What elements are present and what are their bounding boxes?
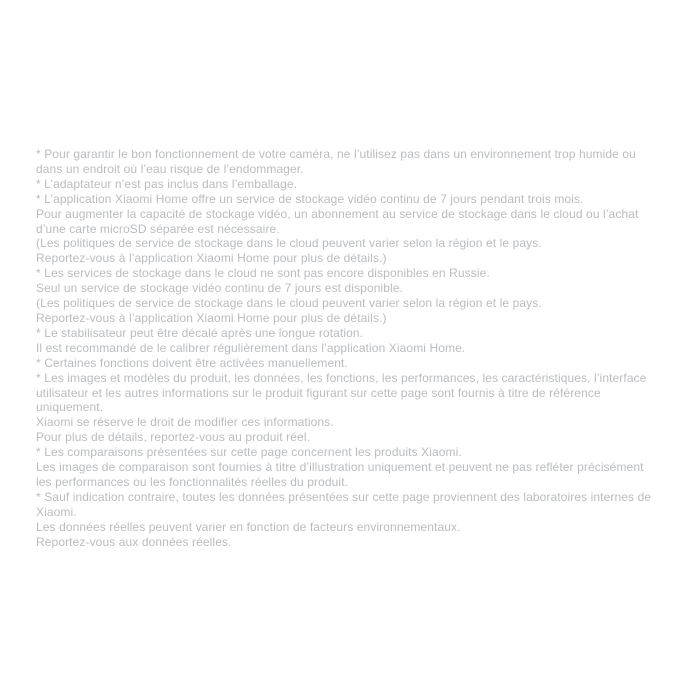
disclaimer-line: Les images de comparaison sont fournies à titre d’illustration uniquement et peuvent ne pas refléter précisément xyxy=(36,460,644,475)
disclaimer-line: * L’adaptateur n’est pas inclus dans l’emballage. xyxy=(36,176,298,191)
disclaimer-line: uniquement. xyxy=(36,400,104,415)
disclaimer-line: Reportez-vous à l’application Xiaomi Home pour plus de détails.) xyxy=(36,251,387,266)
disclaimer-line: (Les politiques de service de stockage dans le cloud peuvent varier selon la région et le pays. xyxy=(36,296,542,311)
disclaimer-line: * L’application Xiaomi Home offre un service de stockage vidéo continu de 7 jours pendant trois mois. xyxy=(36,191,584,206)
disclaimer-line: utilisateur et les autres informations sur le produit figurant sur cette page sont fournis à titre de référence xyxy=(36,385,601,400)
disclaimer-line: Il est recommandé de le calibrer régulièrement dans l’application Xiaomi Home. xyxy=(36,340,466,355)
disclaimer-line: Les données réelles peuvent varier en fonction de facteurs environnementaux. xyxy=(36,519,461,534)
disclaimer-line: * Les comparaisons présentées sur cette page concernent les produits Xiaomi. xyxy=(36,445,462,460)
disclaimer-line: Reportez-vous à l’application Xiaomi Home pour plus de détails.) xyxy=(36,310,387,325)
disclaimer-line: les performances ou les fonctionnalités réelles du produit. xyxy=(36,474,349,489)
disclaimer-line: Pour plus de détails, reportez-vous au produit réel. xyxy=(36,430,311,445)
disclaimer-text-block xyxy=(36,147,684,549)
disclaimer-line: Xiaomi se réserve le droit de modifier ces informations. xyxy=(36,415,334,430)
disclaimer-line: Seul un service de stockage vidéo continu de 7 jours est disponible. xyxy=(36,281,404,296)
disclaimer-line: * Pour garantir le bon fonctionnement de votre caméra, ne l’utilisez pas dans un environnement trop humide ou xyxy=(36,147,636,161)
disclaimer-line: d’une carte microSD séparée est nécessaire. xyxy=(36,221,280,236)
disclaimer-line: * Certaines fonctions doivent être activées manuellement. xyxy=(36,355,348,370)
disclaimer-line: Pour augmenter la capacité de stockage vidéo, un abonnement au service de stockage dans le cloud ou l’achat xyxy=(36,206,639,221)
disclaimer-line: Reportez-vous aux données réelles. xyxy=(36,534,232,549)
disclaimer-line: * Sauf indication contraire, toutes les données présentées sur cette page proviennent des laboratoires internes de xyxy=(36,489,652,504)
disclaimer-line: Xiaomi. xyxy=(36,504,77,519)
disclaimer-line: dans un endroit où l’eau risque de l’endommager. xyxy=(36,161,304,176)
disclaimer-line: (Les politiques de service de stockage dans le cloud peuvent varier selon la région et le pays. xyxy=(36,236,542,251)
disclaimer-line: * Les images et modèles du produit, les données, les fonctions, les performances, les caractéristiques, l’interface xyxy=(36,370,647,385)
disclaimer-line: * Le stabilisateur peut être décalé après une longue rotation. xyxy=(36,325,364,340)
disclaimer-line: * Les services de stockage dans le cloud ne sont pas encore disponibles en Russie. xyxy=(36,266,490,281)
